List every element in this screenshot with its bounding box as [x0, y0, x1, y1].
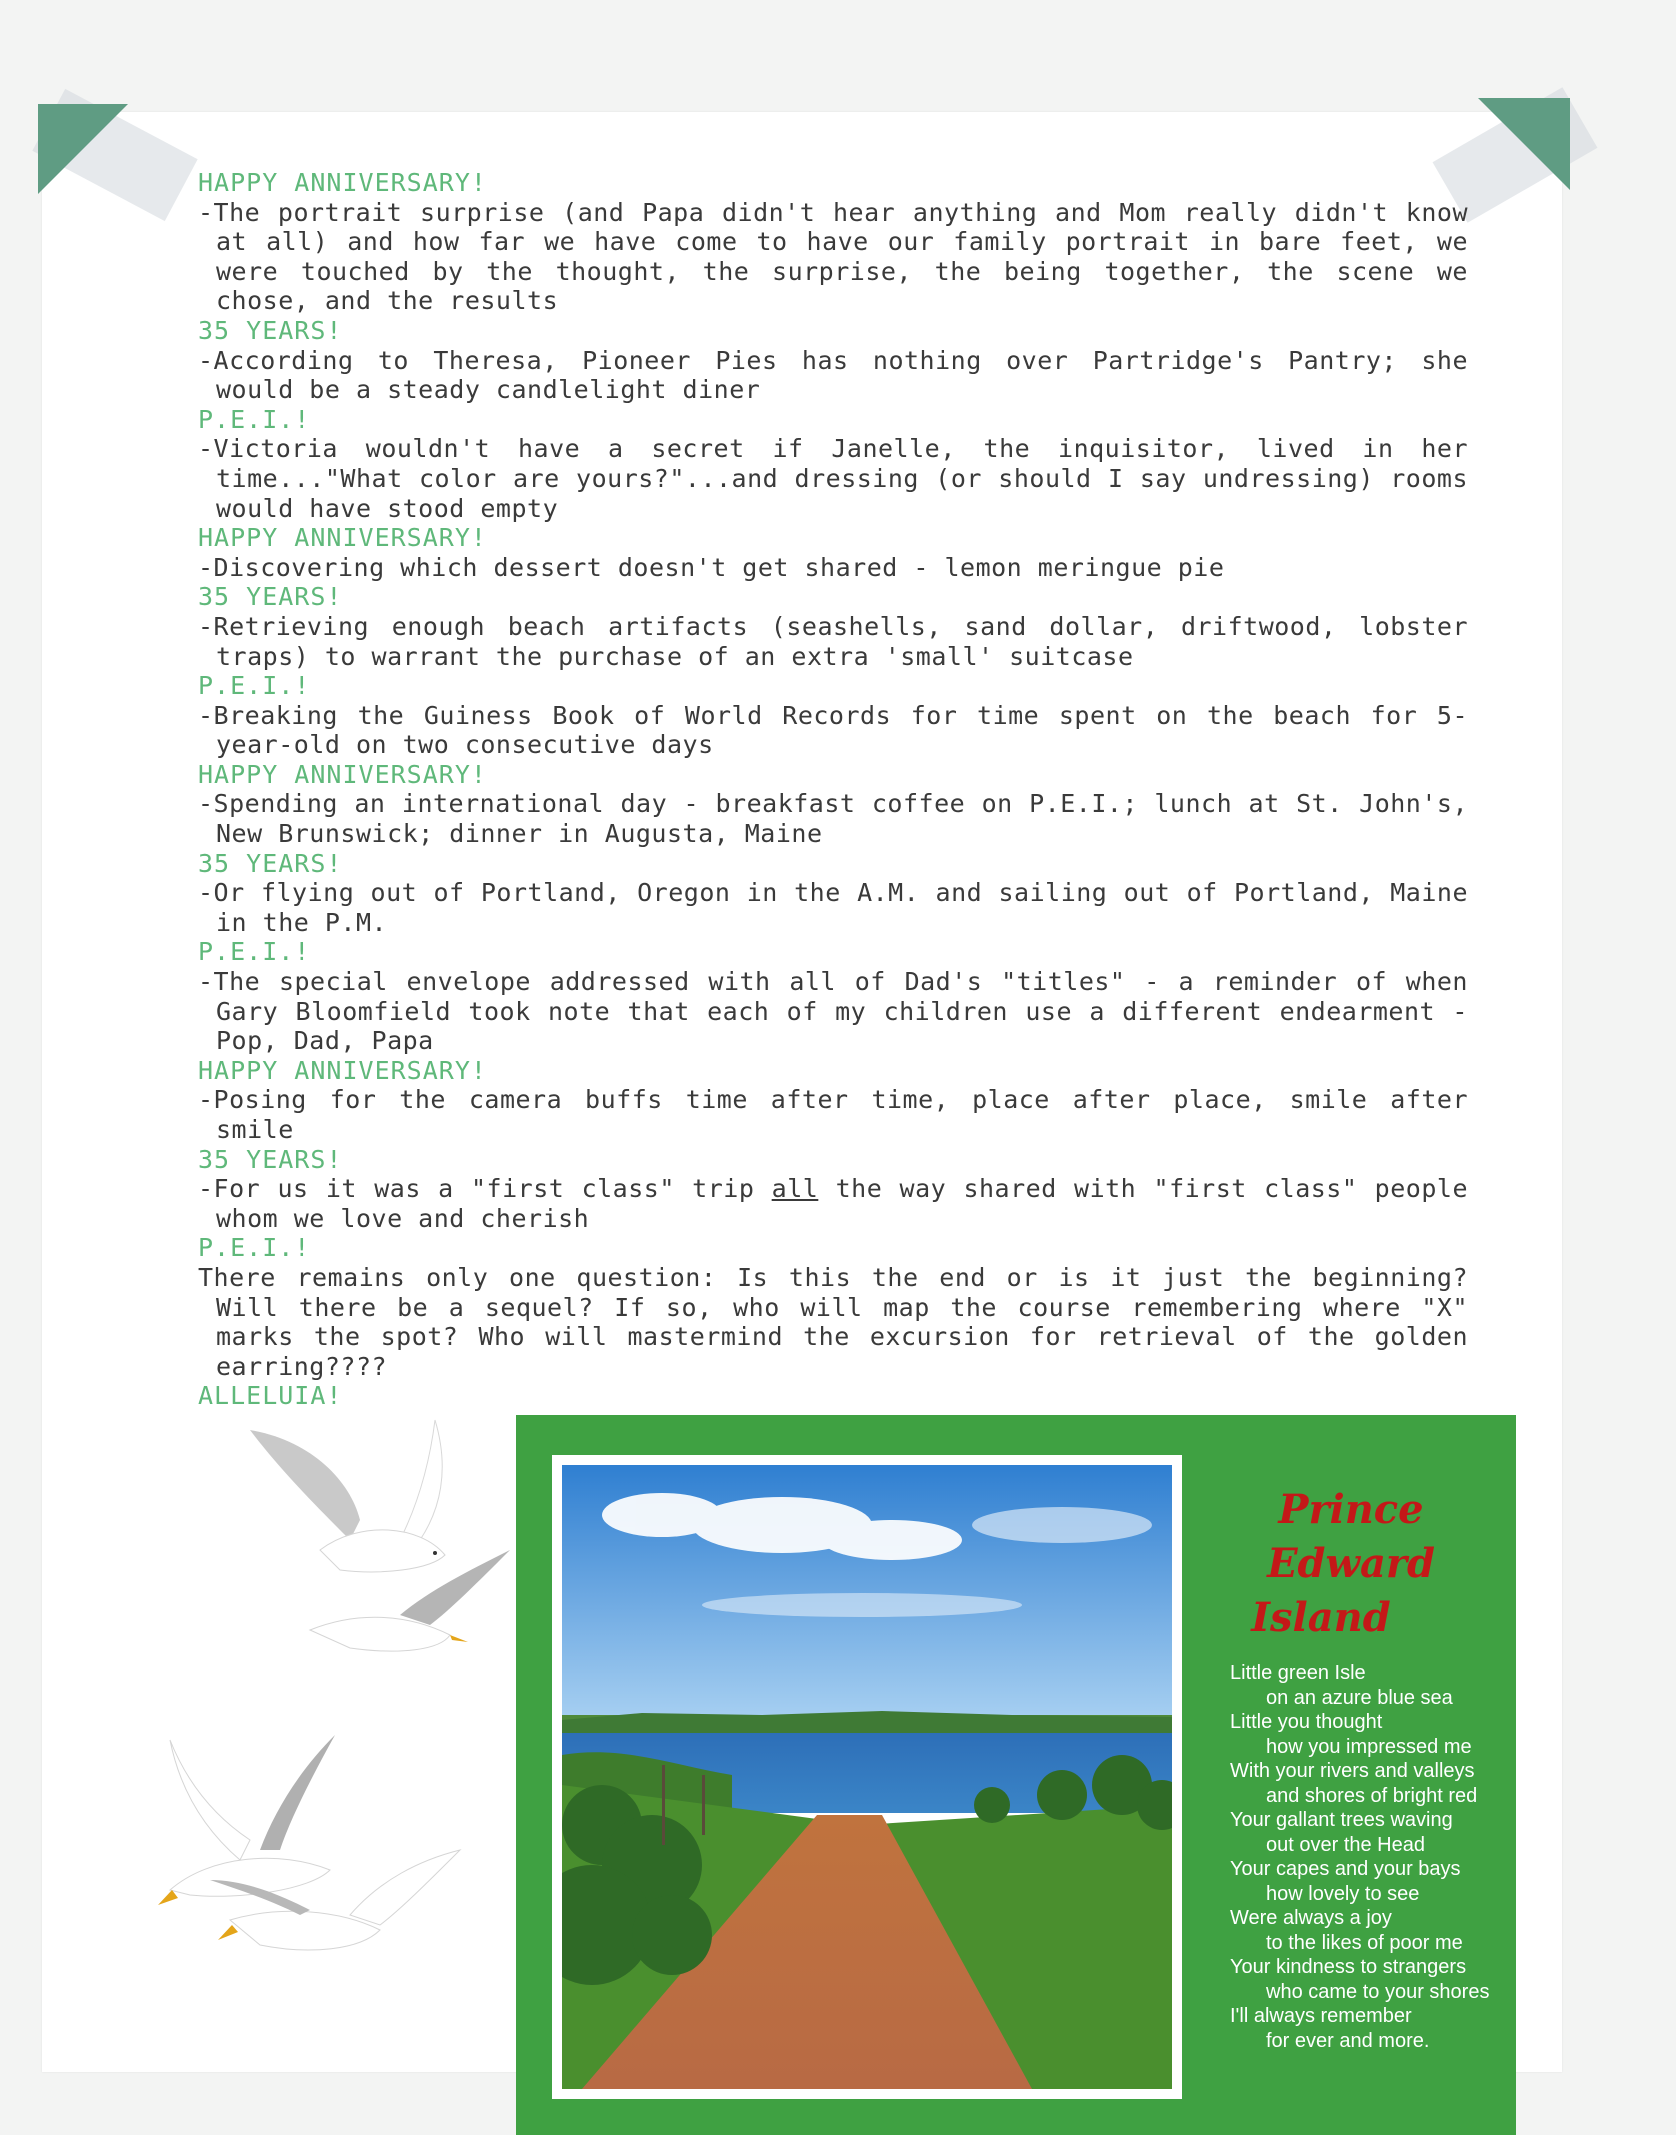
letter-heading: P.E.I.!: [198, 937, 311, 967]
poem-line: Your gallant trees waving: [1230, 1809, 1453, 1831]
poem-line: out over the Head: [1266, 1833, 1425, 1856]
seagull-stickers: [150, 1410, 570, 2000]
letter-item: -Retrieving enough beach artifacts (seashells, sand dollar, driftwood, lobster traps) to warrant the purchase of an extra 'small' suitcase: [198, 611, 1468, 671]
letter-heading: HAPPY ANNIVERSARY!: [198, 759, 487, 789]
poem-line: and shores of bright red: [1266, 1784, 1478, 1807]
letter-item: [198, 1174, 1468, 1233]
poem-line: who came to your shores: [1266, 1980, 1490, 2003]
letter-item: -Spending an international day - breakfast coffee on P.E.I.; lunch at St. John's, New Brunswick; dinner in Augusta, Maine: [198, 789, 1468, 849]
seagull-1: [250, 1420, 460, 1572]
poem-line: for ever and more.: [1266, 2029, 1430, 2052]
letter-heading: 35 YEARS!: [198, 315, 343, 345]
poem-line: on an azure blue sea: [1266, 1686, 1453, 1709]
letter-heading: P.E.I.!: [198, 671, 311, 701]
letter-item: There remains only one question: Is this the end or is it just the beginning? Will there be a sequel? If so, who will map the course remembering where "X" marks the spot? Who will mastermind the excursion for retrieval of the golden earring????: [198, 1262, 1468, 1381]
letter-item-text: the way shared with "first class" people whom we love and cherish: [216, 1174, 1468, 1233]
postcard-title-line1: Prince Edward: [1267, 1486, 1435, 1587]
photo-corner-top-left: [38, 104, 128, 194]
poem-line: how you impressed me: [1266, 1735, 1472, 1758]
poem-line: Were always a joy: [1230, 1907, 1392, 1929]
seagull-3: [158, 1735, 335, 1905]
poem-line: how lovely to see: [1266, 1882, 1420, 1905]
postcard-photo: [552, 1455, 1182, 2099]
letter-heading: HAPPY ANNIVERSARY!: [198, 523, 487, 553]
postcard-title-line2: Island: [1251, 1594, 1391, 1641]
photo-corner-top-right: [1478, 98, 1570, 190]
letter-item: -Victoria wouldn't have a secret if Janelle, the inquisitor, lived in her time..."What color are yours?"...and dressing (or should I say undressing) rooms would have stood empty: [198, 434, 1468, 523]
letter-item: -Breaking the Guiness Book of World Records for time spent on the beach for 5-year-old on two consecutive days: [198, 700, 1468, 760]
letter-item: -Posing for the camera buffs time after time, place after place, smile after smile: [198, 1085, 1468, 1144]
postcard-poem: [1230, 1661, 1520, 2053]
letter-heading: 35 YEARS!: [198, 848, 343, 878]
poem-line: I'll always remember: [1230, 2005, 1412, 2027]
poem-line: Your kindness to strangers: [1230, 1956, 1467, 1978]
letter-item: -Discovering which dessert doesn't get shared - lemon meringue pie: [198, 552, 1225, 582]
letter-item-underlined: all: [771, 1174, 819, 1204]
letter-heading: 35 YEARS!: [198, 582, 343, 612]
poem-line: With your rivers and valleys: [1230, 1760, 1475, 1782]
poem-line: Little green Isle: [1230, 1662, 1366, 1684]
letter-item: -The special envelope addressed with all of Dad's "titles" - a reminder of when Gary Bloomfield took note that each of my children use a different endearment - Pop, Dad, Papa: [198, 967, 1468, 1056]
letter-heading: ALLELUIA!: [198, 1381, 343, 1411]
letter-heading: P.E.I.!: [198, 1233, 311, 1263]
letter-item: -Or flying out of Portland, Oregon in the A.M. and sailing out of Portland, Maine in the P.M.: [198, 878, 1468, 937]
letter-item: -According to Theresa, Pioneer Pies has nothing over Partridge's Pantry; she would be a steady candlelight diner: [198, 345, 1468, 405]
letter-item-text: -For us it was a "first class" trip: [198, 1174, 772, 1204]
letter-item: -The portrait surprise (and Papa didn't hear anything and Mom really didn't know at all) and how far we have come to have our family portrait in bare feet, we were touched by the thought, the surprise, the being together, the scene we chose, and the results: [198, 197, 1468, 316]
poem-line: Your capes and your bays: [1230, 1858, 1461, 1880]
prince-edward-island-postcard: [516, 1415, 1516, 2135]
letter-heading: P.E.I.!: [198, 404, 311, 434]
postcard-title: [1196, 1483, 1506, 1645]
letter-heading: HAPPY ANNIVERSARY!: [198, 1055, 487, 1085]
poem-line: Little you thought: [1230, 1711, 1383, 1733]
poem-line: to the likes of poor me: [1266, 1931, 1463, 1954]
anniversary-letter: [198, 168, 1468, 1411]
red-dirt-road-landscape: [562, 1465, 1172, 2089]
letter-heading: 35 YEARS!: [198, 1144, 343, 1174]
letter-heading: HAPPY ANNIVERSARY!: [198, 168, 487, 197]
